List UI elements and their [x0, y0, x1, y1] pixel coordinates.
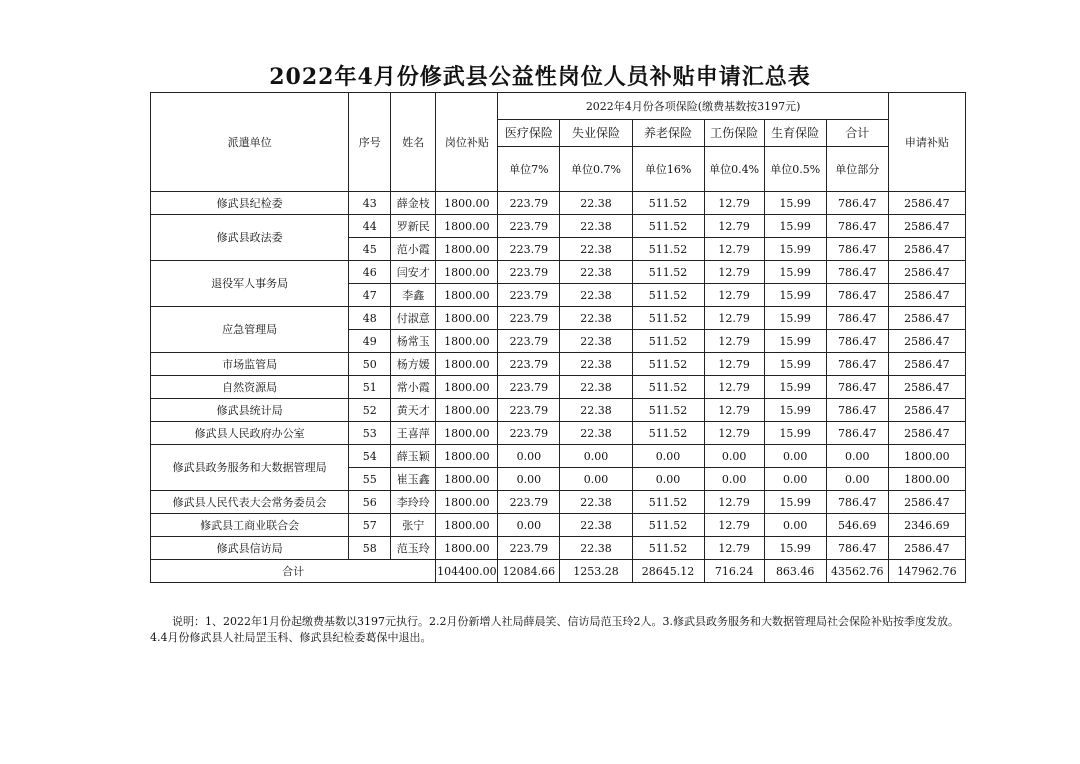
cell-maternity: 0.00: [764, 445, 826, 468]
header-seq: 序号: [349, 93, 391, 192]
cell-apply: 2586.47: [888, 422, 965, 445]
cell-unit: 自然资源局: [151, 376, 349, 399]
cell-salary: 1800.00: [436, 422, 498, 445]
cell-medical: 223.79: [498, 537, 560, 560]
total-injury: 716.24: [704, 560, 764, 583]
cell-maternity: 15.99: [764, 307, 826, 330]
cell-pension: 511.52: [632, 261, 704, 284]
cell-unit: 修武县政法委: [151, 215, 349, 261]
cell-maternity: 15.99: [764, 422, 826, 445]
cell-name: 杨方媛: [391, 353, 436, 376]
cell-seq: 45: [349, 238, 391, 261]
cell-seq: 57: [349, 514, 391, 537]
cell-pension: 511.52: [632, 422, 704, 445]
cell-apply: 2586.47: [888, 261, 965, 284]
cell-pension: 511.52: [632, 330, 704, 353]
cell-apply: 2586.47: [888, 307, 965, 330]
cell-salary: 1800.00: [436, 284, 498, 307]
table-row: [151, 215, 966, 238]
table-row: [151, 422, 966, 445]
total-row: [151, 560, 966, 583]
cell-maternity: 15.99: [764, 330, 826, 353]
cell-salary: 1800.00: [436, 514, 498, 537]
cell-seq: 49: [349, 330, 391, 353]
header-medical-rate: 单位7%: [498, 147, 560, 192]
cell-seq: 51: [349, 376, 391, 399]
cell-unit: 修武县政务服务和大数据管理局: [151, 445, 349, 491]
cell-seq: 58: [349, 537, 391, 560]
table-row: [151, 353, 966, 376]
header-pension-rate: 单位16%: [632, 147, 704, 192]
cell-unit: 市场监管局: [151, 353, 349, 376]
cell-unemployment: 22.38: [560, 238, 632, 261]
cell-apply: 2586.47: [888, 215, 965, 238]
header-injury-rate: 单位0.4%: [704, 147, 764, 192]
table-row: [151, 307, 966, 330]
header-subtotal-sub: 单位部分: [826, 147, 888, 192]
cell-subtotal: 786.47: [826, 238, 888, 261]
cell-medical: 0.00: [498, 514, 560, 537]
total-label: 合计: [151, 560, 436, 583]
cell-seq: 52: [349, 399, 391, 422]
cell-apply: 2586.47: [888, 537, 965, 560]
cell-salary: 1800.00: [436, 238, 498, 261]
cell-unemployment: 22.38: [560, 399, 632, 422]
cell-seq: 53: [349, 422, 391, 445]
cell-subtotal: 786.47: [826, 399, 888, 422]
cell-unemployment: 22.38: [560, 307, 632, 330]
total-medical: 12084.66: [498, 560, 560, 583]
cell-apply: 1800.00: [888, 445, 965, 468]
cell-seq: 44: [349, 215, 391, 238]
cell-maternity: 15.99: [764, 238, 826, 261]
cell-maternity: 15.99: [764, 376, 826, 399]
total-pension: 28645.12: [632, 560, 704, 583]
header-unit: 派遣单位: [151, 93, 349, 192]
total-subtotal: 43562.76: [826, 560, 888, 583]
cell-unit: 修武县纪检委: [151, 192, 349, 215]
cell-maternity: 0.00: [764, 514, 826, 537]
cell-injury: 0.00: [704, 468, 764, 491]
cell-subtotal: 786.47: [826, 422, 888, 445]
cell-unemployment: 22.38: [560, 261, 632, 284]
cell-pension: 511.52: [632, 399, 704, 422]
cell-salary: 1800.00: [436, 399, 498, 422]
header-subtotal: 合计: [826, 120, 888, 147]
cell-unemployment: 22.38: [560, 376, 632, 399]
cell-seq: 56: [349, 491, 391, 514]
cell-pension: 511.52: [632, 284, 704, 307]
cell-injury: 12.79: [704, 307, 764, 330]
cell-injury: 0.00: [704, 445, 764, 468]
cell-seq: 50: [349, 353, 391, 376]
cell-injury: 12.79: [704, 261, 764, 284]
total-maternity: 863.46: [764, 560, 826, 583]
cell-name: 李玲玲: [391, 491, 436, 514]
header-injury: 工伤保险: [704, 120, 764, 147]
cell-pension: 511.52: [632, 537, 704, 560]
cell-apply: 2586.47: [888, 284, 965, 307]
cell-subtotal: 786.47: [826, 330, 888, 353]
footnote: 说明：1、2022年1月份起缴费基数以3197元执行。2.2月份新增人社局薛晨笑、信访局范玉玲2人。3.修武县政务服务和大数据管理局社会保险补贴按季度发放。4.4月份修武县人社局罡玉科、修武县纪检委葛保中退出。: [150, 615, 959, 644]
cell-pension: 511.52: [632, 376, 704, 399]
table-row: [151, 491, 966, 514]
cell-maternity: 15.99: [764, 192, 826, 215]
cell-injury: 12.79: [704, 514, 764, 537]
cell-medical: 223.79: [498, 353, 560, 376]
cell-pension: 511.52: [632, 514, 704, 537]
cell-injury: 12.79: [704, 215, 764, 238]
cell-subtotal: 786.47: [826, 261, 888, 284]
cell-maternity: 15.99: [764, 537, 826, 560]
cell-injury: 12.79: [704, 491, 764, 514]
cell-unemployment: 22.38: [560, 422, 632, 445]
cell-seq: 47: [349, 284, 391, 307]
cell-pension: 511.52: [632, 192, 704, 215]
cell-medical: 0.00: [498, 445, 560, 468]
cell-medical: 223.79: [498, 238, 560, 261]
cell-seq: 43: [349, 192, 391, 215]
header-salary: 岗位补贴: [436, 93, 498, 192]
cell-subtotal: 786.47: [826, 192, 888, 215]
cell-salary: 1800.00: [436, 215, 498, 238]
cell-injury: 12.79: [704, 537, 764, 560]
cell-seq: 54: [349, 445, 391, 468]
cell-name: 范小霞: [391, 238, 436, 261]
cell-salary: 1800.00: [436, 445, 498, 468]
cell-salary: 1800.00: [436, 537, 498, 560]
cell-name: 黄天才: [391, 399, 436, 422]
cell-medical: 223.79: [498, 376, 560, 399]
cell-injury: 12.79: [704, 353, 764, 376]
cell-maternity: 15.99: [764, 399, 826, 422]
cell-name: 李鑫: [391, 284, 436, 307]
cell-medical: 223.79: [498, 422, 560, 445]
cell-apply: 2586.47: [888, 238, 965, 261]
cell-pension: 511.52: [632, 353, 704, 376]
cell-name: 薛玉颖: [391, 445, 436, 468]
cell-name: 张宁: [391, 514, 436, 537]
cell-injury: 12.79: [704, 284, 764, 307]
cell-pension: 511.52: [632, 215, 704, 238]
cell-injury: 12.79: [704, 399, 764, 422]
header-unemployment: 失业保险: [560, 120, 632, 147]
cell-apply: 2586.47: [888, 353, 965, 376]
cell-maternity: 15.99: [764, 284, 826, 307]
cell-unemployment: 22.38: [560, 537, 632, 560]
cell-apply: 2346.69: [888, 514, 965, 537]
cell-maternity: 0.00: [764, 468, 826, 491]
cell-apply: 2586.47: [888, 330, 965, 353]
table-row: [151, 192, 966, 215]
header-pension: 养老保险: [632, 120, 704, 147]
cell-unemployment: 22.38: [560, 284, 632, 307]
total-salary: 104400.00: [436, 560, 498, 583]
cell-unit: 修武县人民代表大会常务委员会: [151, 491, 349, 514]
cell-unemployment: 22.38: [560, 491, 632, 514]
cell-subtotal: 786.47: [826, 491, 888, 514]
cell-unit: 应急管理局: [151, 307, 349, 353]
header-medical: 医疗保险: [498, 120, 560, 147]
cell-subtotal: 0.00: [826, 445, 888, 468]
table-row: [151, 537, 966, 560]
cell-seq: 48: [349, 307, 391, 330]
cell-medical: 223.79: [498, 192, 560, 215]
cell-apply: 2586.47: [888, 399, 965, 422]
cell-unemployment: 22.38: [560, 330, 632, 353]
cell-apply: 2586.47: [888, 376, 965, 399]
cell-apply: 2586.47: [888, 192, 965, 215]
cell-name: 付淑意: [391, 307, 436, 330]
cell-name: 薛金枝: [391, 192, 436, 215]
cell-unit: 修武县人民政府办公室: [151, 422, 349, 445]
cell-pension: 0.00: [632, 468, 704, 491]
cell-subtotal: 786.47: [826, 307, 888, 330]
cell-subtotal: 0.00: [826, 468, 888, 491]
cell-salary: 1800.00: [436, 353, 498, 376]
cell-unit: 修武县工商业联合会: [151, 514, 349, 537]
cell-unit: 退役军人事务局: [151, 261, 349, 307]
cell-name: 闫安才: [391, 261, 436, 284]
cell-medical: 223.79: [498, 307, 560, 330]
cell-salary: 1800.00: [436, 468, 498, 491]
header-apply: 申请补贴: [888, 93, 965, 192]
cell-subtotal: 786.47: [826, 353, 888, 376]
cell-injury: 12.79: [704, 192, 764, 215]
table-row: [151, 514, 966, 537]
cell-seq: 46: [349, 261, 391, 284]
cell-injury: 12.79: [704, 422, 764, 445]
cell-medical: 0.00: [498, 468, 560, 491]
cell-apply: 2586.47: [888, 491, 965, 514]
header-name: 姓名: [391, 93, 436, 192]
cell-unit: 修武县统计局: [151, 399, 349, 422]
header-maternity: 生育保险: [764, 120, 826, 147]
cell-subtotal: 786.47: [826, 376, 888, 399]
cell-apply: 1800.00: [888, 468, 965, 491]
table-row: [151, 445, 966, 468]
cell-unemployment: 22.38: [560, 192, 632, 215]
cell-name: 杨常玉: [391, 330, 436, 353]
cell-medical: 223.79: [498, 330, 560, 353]
page-title: 2022年4月份修武县公益性岗位人员补贴申请汇总表: [269, 64, 811, 90]
cell-maternity: 15.99: [764, 215, 826, 238]
cell-unemployment: 22.38: [560, 353, 632, 376]
summary-table: [150, 92, 966, 583]
cell-subtotal: 786.47: [826, 284, 888, 307]
cell-subtotal: 786.47: [826, 215, 888, 238]
cell-medical: 223.79: [498, 491, 560, 514]
cell-salary: 1800.00: [436, 330, 498, 353]
header-insurance-group: 2022年4月份各项保险(缴费基数按3197元): [498, 93, 888, 120]
cell-pension: 511.52: [632, 491, 704, 514]
cell-unemployment: 22.38: [560, 215, 632, 238]
cell-seq: 55: [349, 468, 391, 491]
cell-salary: 1800.00: [436, 491, 498, 514]
total-unemployment: 1253.28: [560, 560, 632, 583]
cell-unemployment: 0.00: [560, 445, 632, 468]
cell-name: 罗新民: [391, 215, 436, 238]
cell-salary: 1800.00: [436, 192, 498, 215]
cell-subtotal: 546.69: [826, 514, 888, 537]
cell-injury: 12.79: [704, 238, 764, 261]
cell-salary: 1800.00: [436, 307, 498, 330]
cell-name: 王喜萍: [391, 422, 436, 445]
cell-medical: 223.79: [498, 284, 560, 307]
table-row: [151, 261, 966, 284]
cell-pension: 511.52: [632, 238, 704, 261]
cell-pension: 0.00: [632, 445, 704, 468]
cell-subtotal: 786.47: [826, 537, 888, 560]
cell-salary: 1800.00: [436, 376, 498, 399]
cell-medical: 223.79: [498, 261, 560, 284]
cell-name: 崔玉鑫: [391, 468, 436, 491]
cell-injury: 12.79: [704, 330, 764, 353]
cell-maternity: 15.99: [764, 353, 826, 376]
cell-maternity: 15.99: [764, 491, 826, 514]
table-row: [151, 376, 966, 399]
header-unemployment-rate: 单位0.7%: [560, 147, 632, 192]
cell-injury: 12.79: [704, 376, 764, 399]
cell-maternity: 15.99: [764, 261, 826, 284]
cell-salary: 1800.00: [436, 261, 498, 284]
cell-name: 范玉玲: [391, 537, 436, 560]
header-maternity-rate: 单位0.5%: [764, 147, 826, 192]
cell-unemployment: 0.00: [560, 468, 632, 491]
cell-unemployment: 22.38: [560, 514, 632, 537]
cell-name: 常小霞: [391, 376, 436, 399]
cell-unit: 修武县信访局: [151, 537, 349, 560]
total-apply: 147962.76: [888, 560, 965, 583]
cell-medical: 223.79: [498, 215, 560, 238]
table-row: [151, 399, 966, 422]
cell-medical: 223.79: [498, 399, 560, 422]
cell-pension: 511.52: [632, 307, 704, 330]
